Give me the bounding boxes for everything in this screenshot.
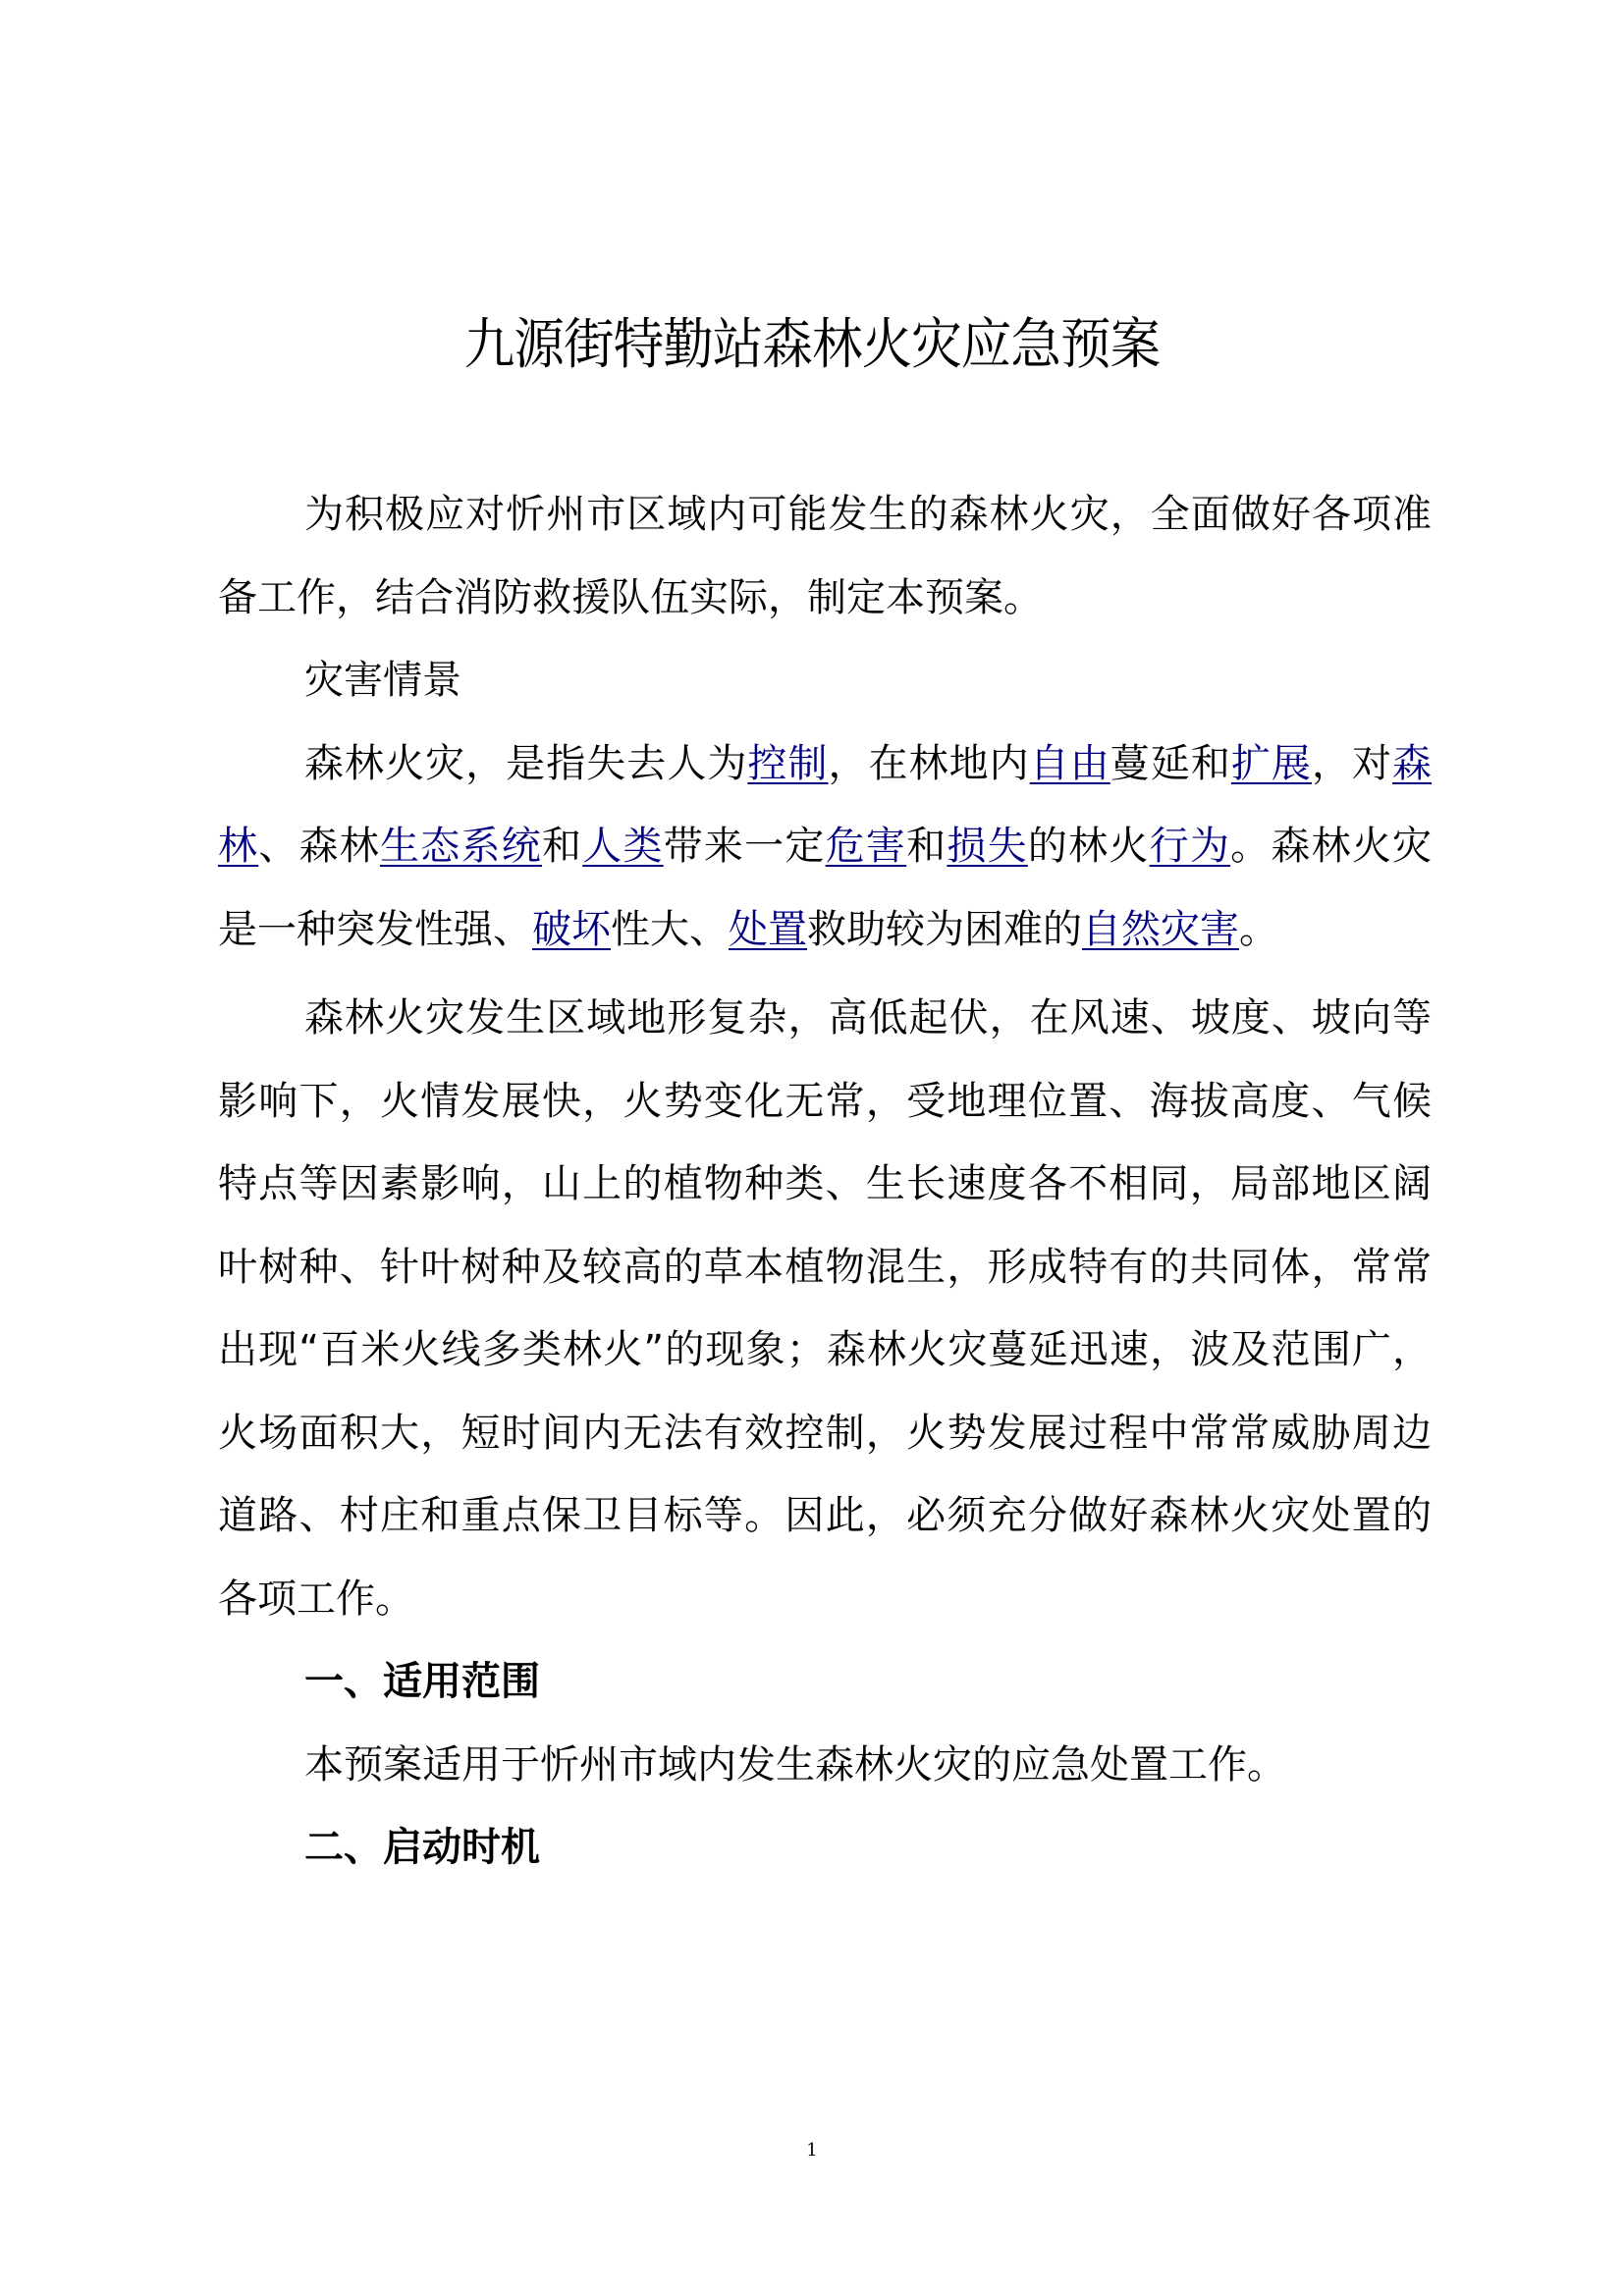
text-segment: 森林火灾，是指失去人为	[304, 740, 748, 786]
term-link[interactable]: 自由	[1029, 740, 1110, 786]
term-link[interactable]: 处置	[729, 906, 807, 952]
scenario-heading: 灾害情景	[304, 658, 461, 703]
text-segment: 和	[906, 824, 947, 869]
text-segment: 带来一定	[663, 824, 826, 869]
text-segment: ，在林地内	[828, 740, 1030, 786]
text-segment: 救助较为困难的	[807, 906, 1082, 952]
term-link[interactable]: 森林	[218, 740, 1433, 869]
page-number: 1	[806, 2140, 818, 2161]
term-link[interactable]: 危害	[825, 824, 907, 869]
text-segment: 性大、	[611, 906, 729, 952]
document-body	[218, 473, 1432, 1890]
text-segment: 、森林	[258, 824, 380, 869]
text-segment: ，对	[1311, 740, 1393, 786]
term-link[interactable]: 破坏	[532, 906, 611, 952]
term-link[interactable]: 扩展	[1230, 740, 1312, 786]
term-link[interactable]: 损失	[947, 824, 1028, 869]
text-segment: 的林火	[1027, 824, 1150, 869]
term-link[interactable]: 生态系统	[379, 824, 542, 869]
text-segment: 蔓延和	[1110, 740, 1231, 786]
intro-paragraph: 为积极应对忻州市区域内可能发生的森林火灾，全面做好各项准备工作，结合消防救援队伍实际，制定本预案。	[218, 492, 1432, 620]
text-segment: 和	[541, 824, 583, 869]
document-title: 九源街特勤站森林火灾应急预案	[463, 313, 1161, 377]
section-heading-activation: 二、启动时机	[304, 1825, 540, 1870]
definition-paragraph	[218, 722, 1432, 972]
text-segment: 。	[1239, 906, 1278, 952]
scope-paragraph: 本预案适用于忻州市域内发生森林火灾的应急处置工作。	[304, 1741, 1286, 1788]
text-segment: 。森林火灾是一种突发性强、	[218, 824, 1433, 952]
term-link[interactable]: 行为	[1149, 824, 1231, 869]
section-heading-scope: 一、适用范围	[304, 1659, 540, 1704]
terrain-paragraph: 森林火灾发生区域地形复杂，高低起伏，在风速、坡度、坡向等影响下，火情发展快，火势变化无常，受地理位置、海拔高度、气候特点等因素影响，山上的植物种类、生长速度各不相同，局部地区阔叶树种、针叶树种及较高的草本植物混生，形成特有的共同体，常常出现“百米火线多类林火”的现象；森林火灾蔓延迅速，波及范围广，火场面积大，短时间内无法有效控制，火势发展过程中常常威胁周边道路、村庄和重点保卫目标等。因此，必须充分做好森林火灾处置的各项工作。	[218, 995, 1432, 1622]
term-link[interactable]: 自然灾害	[1082, 906, 1239, 952]
term-link[interactable]: 人类	[582, 824, 664, 869]
term-link[interactable]: 控制	[747, 740, 829, 786]
